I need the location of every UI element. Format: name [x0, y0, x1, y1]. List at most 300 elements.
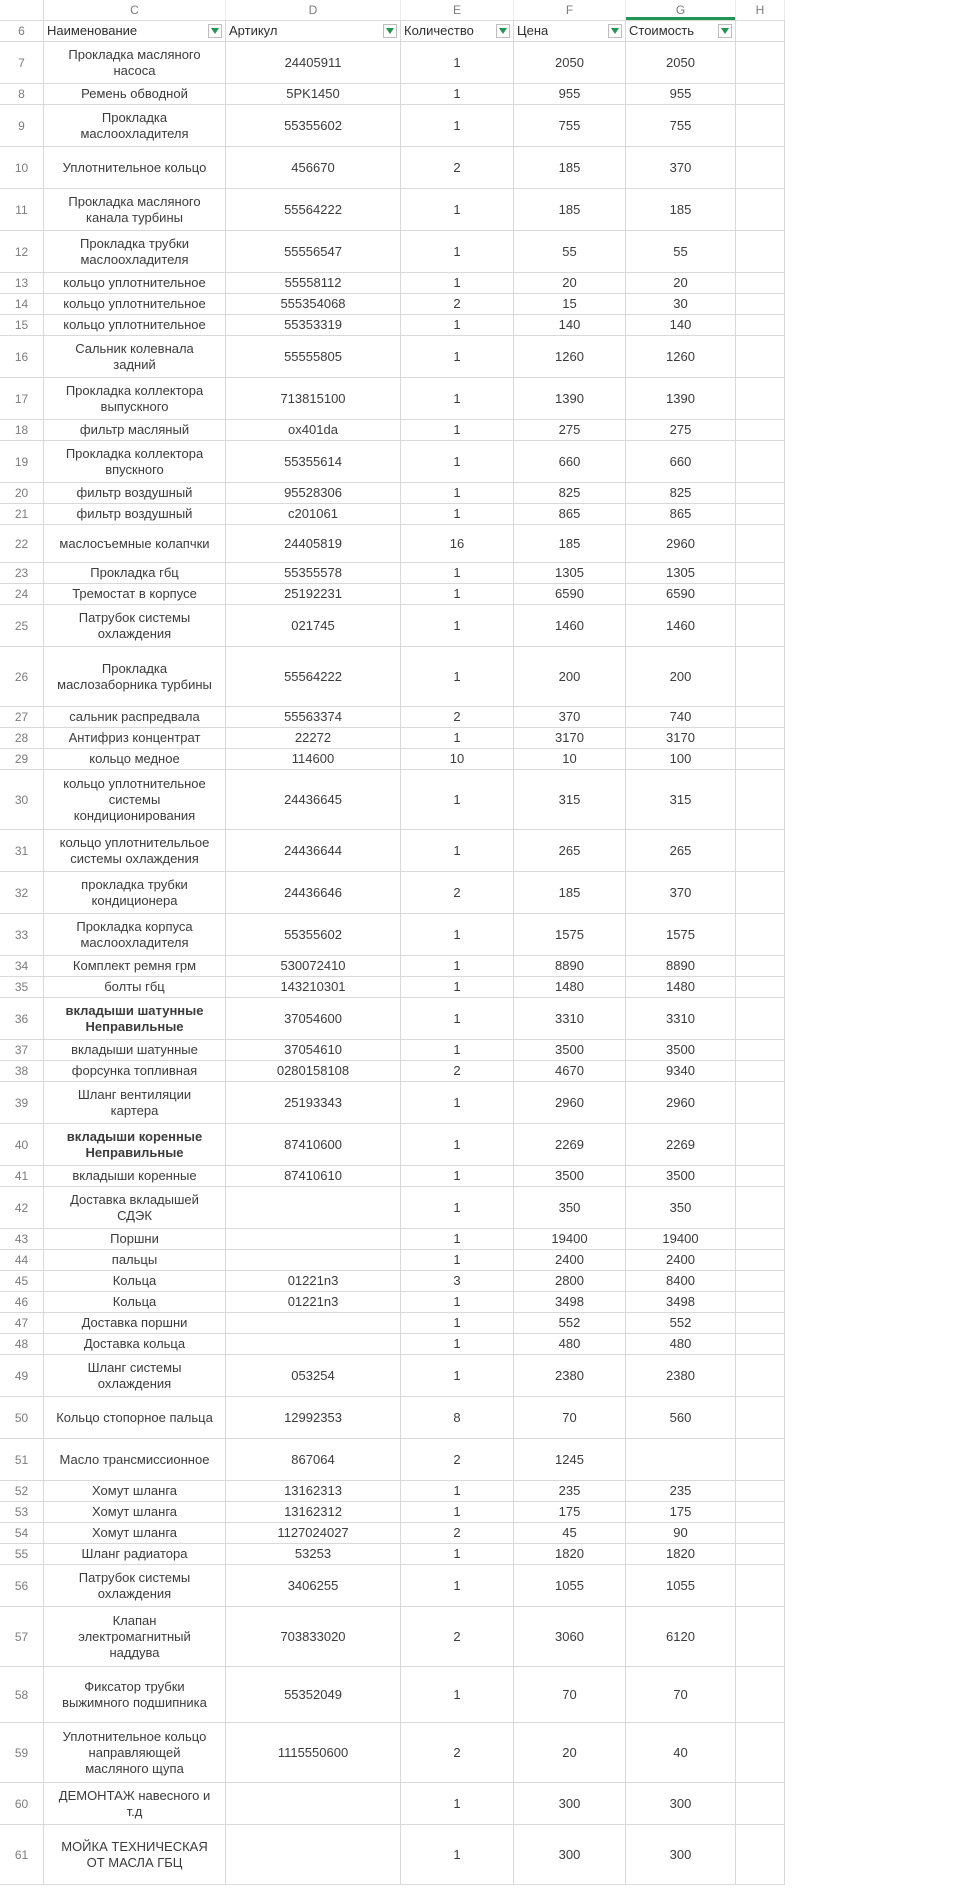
cell-quantity[interactable]: 1 — [401, 1825, 514, 1885]
cell-total[interactable]: 552 — [626, 1313, 736, 1334]
row-number[interactable]: 6 — [0, 21, 44, 42]
cell-name[interactable]: Клапан электромагнитный наддува — [44, 1607, 226, 1667]
cell-total[interactable]: 200 — [626, 647, 736, 707]
cell-h-empty[interactable] — [736, 378, 785, 420]
cell-total[interactable]: 265 — [626, 830, 736, 872]
cell-name[interactable]: фильтр воздушный — [44, 504, 226, 525]
cell-total[interactable]: 1480 — [626, 977, 736, 998]
cell-quantity[interactable]: 2 — [401, 707, 514, 728]
cell-article[interactable]: 55355602 — [226, 914, 401, 956]
cell-name[interactable]: Антифриз концентрат — [44, 728, 226, 749]
cell-article[interactable]: c201061 — [226, 504, 401, 525]
row-number[interactable]: 23 — [0, 563, 44, 584]
row-number[interactable]: 26 — [0, 647, 44, 707]
cell-article[interactable]: 053254 — [226, 1355, 401, 1397]
cell-h-empty[interactable] — [736, 1439, 785, 1481]
cell-name[interactable]: болты гбц — [44, 977, 226, 998]
cell-quantity[interactable]: 1 — [401, 441, 514, 483]
cell-total[interactable]: 1460 — [626, 605, 736, 647]
cell-price[interactable]: 1460 — [514, 605, 626, 647]
cell-price[interactable]: 1055 — [514, 1565, 626, 1607]
cell-total[interactable]: 370 — [626, 147, 736, 189]
cell-name[interactable]: Сальник колевнала задний — [44, 336, 226, 378]
row-number[interactable]: 53 — [0, 1502, 44, 1523]
cell-article[interactable]: 867064 — [226, 1439, 401, 1481]
cell-name[interactable]: Кольцо стопорное пальца — [44, 1397, 226, 1439]
cell-total[interactable]: 40 — [626, 1723, 736, 1783]
cell-h-empty[interactable] — [736, 1313, 785, 1334]
cell-price[interactable]: 1480 — [514, 977, 626, 998]
cell-name[interactable]: Фиксатор трубки выжимного подшипника — [44, 1667, 226, 1723]
cell-total[interactable]: 755 — [626, 105, 736, 147]
row-number[interactable]: 15 — [0, 315, 44, 336]
cell-price[interactable]: 140 — [514, 315, 626, 336]
cell-h-empty[interactable] — [736, 1565, 785, 1607]
cell-quantity[interactable]: 1 — [401, 231, 514, 273]
cell-quantity[interactable]: 2 — [401, 294, 514, 315]
cell-h-empty[interactable] — [736, 998, 785, 1040]
cell-price[interactable]: 185 — [514, 147, 626, 189]
cell-price[interactable]: 2960 — [514, 1082, 626, 1124]
cell-name[interactable]: вкладыши коренные Неправильные — [44, 1124, 226, 1166]
cell-quantity[interactable]: 2 — [401, 147, 514, 189]
row-number[interactable]: 56 — [0, 1565, 44, 1607]
cell-quantity[interactable]: 10 — [401, 749, 514, 770]
cell-article[interactable] — [226, 1334, 401, 1355]
filter-button[interactable] — [496, 24, 510, 38]
cell-h-empty[interactable] — [736, 1124, 785, 1166]
cell-h-empty[interactable] — [736, 483, 785, 504]
cell-h-empty[interactable] — [736, 1355, 785, 1397]
row-number[interactable]: 32 — [0, 872, 44, 914]
cell-article[interactable]: 25193343 — [226, 1082, 401, 1124]
cell-h-empty[interactable] — [736, 147, 785, 189]
cell-name[interactable]: пальцы — [44, 1250, 226, 1271]
cell-name[interactable]: Прокладка маслозаборника турбины — [44, 647, 226, 707]
cell-article[interactable] — [226, 1825, 401, 1885]
cell-price[interactable]: 660 — [514, 441, 626, 483]
cell-article[interactable]: 13162313 — [226, 1481, 401, 1502]
cell-h-empty[interactable] — [736, 441, 785, 483]
filter-button[interactable] — [208, 24, 222, 38]
cell-quantity[interactable]: 1 — [401, 1229, 514, 1250]
row-number[interactable]: 54 — [0, 1523, 44, 1544]
cell-total[interactable]: 955 — [626, 84, 736, 105]
row-number[interactable]: 28 — [0, 728, 44, 749]
cell-h-empty[interactable] — [736, 728, 785, 749]
cell-price[interactable]: 175 — [514, 1502, 626, 1523]
cell-quantity[interactable]: 1 — [401, 1481, 514, 1502]
cell-article[interactable]: 5PK1450 — [226, 84, 401, 105]
row-number[interactable]: 18 — [0, 420, 44, 441]
cell-name[interactable]: Прокладка масляного насоса — [44, 42, 226, 84]
row-number[interactable]: 12 — [0, 231, 44, 273]
cell-price[interactable]: 1390 — [514, 378, 626, 420]
cell-h-empty[interactable] — [736, 872, 785, 914]
cell-price[interactable]: 300 — [514, 1783, 626, 1825]
cell-quantity[interactable]: 8 — [401, 1397, 514, 1439]
cell-name[interactable]: фильтр воздушный — [44, 483, 226, 504]
cell-h-empty[interactable] — [736, 42, 785, 84]
cell-price[interactable]: 300 — [514, 1825, 626, 1885]
cell-name[interactable]: кольцо уплотнительное — [44, 294, 226, 315]
cell-price[interactable]: 70 — [514, 1397, 626, 1439]
cell-total[interactable]: 3310 — [626, 998, 736, 1040]
row-number[interactable]: 58 — [0, 1667, 44, 1723]
cell-price[interactable]: 370 — [514, 707, 626, 728]
column-letter-c[interactable]: C — [44, 0, 226, 20]
cell-article[interactable]: 713815100 — [226, 378, 401, 420]
cell-quantity[interactable]: 2 — [401, 1523, 514, 1544]
cell-article[interactable]: 55555805 — [226, 336, 401, 378]
cell-h-empty[interactable] — [736, 1166, 785, 1187]
cell-total[interactable]: 30 — [626, 294, 736, 315]
cell-name[interactable]: Патрубок системы охлаждения — [44, 1565, 226, 1607]
cell-price[interactable]: 1245 — [514, 1439, 626, 1481]
cell-article[interactable]: 24405819 — [226, 525, 401, 563]
row-number[interactable]: 57 — [0, 1607, 44, 1667]
cell-quantity[interactable]: 1 — [401, 563, 514, 584]
cell-quantity[interactable]: 2 — [401, 1439, 514, 1481]
cell-h-empty[interactable] — [736, 830, 785, 872]
cell-quantity[interactable]: 1 — [401, 42, 514, 84]
row-number[interactable]: 33 — [0, 914, 44, 956]
cell-h-empty[interactable] — [736, 956, 785, 977]
cell-total[interactable]: 300 — [626, 1825, 736, 1885]
cell-name[interactable]: Прокладка маслоохладителя — [44, 105, 226, 147]
row-number[interactable]: 43 — [0, 1229, 44, 1250]
cell-total[interactable]: 2380 — [626, 1355, 736, 1397]
cell-quantity[interactable]: 1 — [401, 584, 514, 605]
cell-h-empty[interactable] — [736, 647, 785, 707]
header-cell-name[interactable] — [44, 21, 226, 42]
cell-total[interactable]: 100 — [626, 749, 736, 770]
cell-total[interactable]: 6590 — [626, 584, 736, 605]
cell-name[interactable]: Ремень обводной — [44, 84, 226, 105]
cell-price[interactable]: 1305 — [514, 563, 626, 584]
cell-h-empty[interactable] — [736, 525, 785, 563]
cell-price[interactable]: 3500 — [514, 1166, 626, 1187]
cell-quantity[interactable]: 1 — [401, 84, 514, 105]
cell-total[interactable]: 560 — [626, 1397, 736, 1439]
row-number[interactable]: 19 — [0, 441, 44, 483]
cell-quantity[interactable]: 1 — [401, 1334, 514, 1355]
cell-article[interactable]: 55556547 — [226, 231, 401, 273]
cell-quantity[interactable]: 1 — [401, 1040, 514, 1061]
cell-name[interactable]: Поршни — [44, 1229, 226, 1250]
cell-quantity[interactable]: 3 — [401, 1271, 514, 1292]
cell-quantity[interactable]: 1 — [401, 1502, 514, 1523]
header-cell-price[interactable] — [514, 21, 626, 42]
cell-article[interactable]: 37054600 — [226, 998, 401, 1040]
cell-name[interactable]: Шланг системы охлаждения — [44, 1355, 226, 1397]
cell-total[interactable]: 2960 — [626, 1082, 736, 1124]
cell-name[interactable]: Шланг радиатора — [44, 1544, 226, 1565]
cell-total[interactable]: 2400 — [626, 1250, 736, 1271]
cell-price[interactable]: 552 — [514, 1313, 626, 1334]
cell-article[interactable]: 143210301 — [226, 977, 401, 998]
cell-h-empty[interactable] — [736, 1607, 785, 1667]
cell-quantity[interactable]: 1 — [401, 1313, 514, 1334]
row-number[interactable]: 25 — [0, 605, 44, 647]
cell-quantity[interactable]: 1 — [401, 1565, 514, 1607]
cell-article[interactable]: 1115550600 — [226, 1723, 401, 1783]
cell-name[interactable]: вкладыши шатунные Неправильные — [44, 998, 226, 1040]
cell-h-empty[interactable] — [736, 1502, 785, 1523]
cell-h-empty[interactable] — [736, 273, 785, 294]
filter-button[interactable] — [383, 24, 397, 38]
cell-name[interactable]: прокладка трубки кондиционера — [44, 872, 226, 914]
column-letter-d[interactable]: D — [226, 0, 401, 20]
row-number[interactable]: 24 — [0, 584, 44, 605]
cell-name[interactable]: Прокладка трубки маслоохладителя — [44, 231, 226, 273]
cell-article[interactable]: 87410600 — [226, 1124, 401, 1166]
cell-quantity[interactable]: 1 — [401, 1250, 514, 1271]
cell-price[interactable]: 955 — [514, 84, 626, 105]
cell-name[interactable]: Масло трансмиссионное — [44, 1439, 226, 1481]
cell-quantity[interactable]: 1 — [401, 1355, 514, 1397]
header-cell-article[interactable] — [226, 21, 401, 42]
row-number[interactable]: 38 — [0, 1061, 44, 1082]
row-number[interactable]: 41 — [0, 1166, 44, 1187]
header-cell-total[interactable] — [626, 21, 736, 42]
cell-total[interactable]: 1305 — [626, 563, 736, 584]
cell-name[interactable]: Прокладка коллектора впускного — [44, 441, 226, 483]
cell-article[interactable]: 114600 — [226, 749, 401, 770]
row-number[interactable]: 61 — [0, 1825, 44, 1885]
cell-name[interactable]: Хомут шланга — [44, 1481, 226, 1502]
cell-quantity[interactable]: 1 — [401, 1667, 514, 1723]
cell-h-empty[interactable] — [736, 315, 785, 336]
cell-total[interactable]: 480 — [626, 1334, 736, 1355]
cell-price[interactable]: 2400 — [514, 1250, 626, 1271]
cell-quantity[interactable]: 1 — [401, 273, 514, 294]
row-number[interactable]: 17 — [0, 378, 44, 420]
cell-price[interactable]: 8890 — [514, 956, 626, 977]
cell-h-empty[interactable] — [736, 1481, 785, 1502]
cell-quantity[interactable]: 1 — [401, 420, 514, 441]
cell-name[interactable]: кольцо уплотнительльое системы охлаждения — [44, 830, 226, 872]
cell-price[interactable]: 315 — [514, 770, 626, 830]
cell-name[interactable]: Доставка кольца — [44, 1334, 226, 1355]
cell-name[interactable]: кольцо уплотнительное системы кондиционирования — [44, 770, 226, 830]
cell-article[interactable]: 01221n3 — [226, 1292, 401, 1313]
cell-price[interactable]: 235 — [514, 1481, 626, 1502]
cell-quantity[interactable]: 1 — [401, 1124, 514, 1166]
cell-article[interactable]: 1127024027 — [226, 1523, 401, 1544]
cell-quantity[interactable]: 1 — [401, 1187, 514, 1229]
cell-quantity[interactable]: 1 — [401, 647, 514, 707]
cell-total[interactable]: 1260 — [626, 336, 736, 378]
cell-price[interactable]: 70 — [514, 1667, 626, 1723]
cell-name[interactable]: кольцо уплотнительное — [44, 315, 226, 336]
cell-h-empty[interactable] — [736, 914, 785, 956]
cell-name[interactable]: Шланг вентиляции картера — [44, 1082, 226, 1124]
cell-h-empty[interactable] — [736, 707, 785, 728]
cell-quantity[interactable]: 1 — [401, 770, 514, 830]
row-number[interactable]: 50 — [0, 1397, 44, 1439]
row-number[interactable]: 29 — [0, 749, 44, 770]
cell-total[interactable]: 865 — [626, 504, 736, 525]
row-number[interactable]: 48 — [0, 1334, 44, 1355]
cell-h-empty[interactable] — [736, 1825, 785, 1885]
cell-article[interactable]: 37054610 — [226, 1040, 401, 1061]
cell-total[interactable]: 9340 — [626, 1061, 736, 1082]
cell-article[interactable]: 87410610 — [226, 1166, 401, 1187]
cell-article[interactable]: 703833020 — [226, 1607, 401, 1667]
cell-h-empty[interactable] — [736, 770, 785, 830]
cell-total[interactable]: 3498 — [626, 1292, 736, 1313]
cell-name[interactable]: кольцо медное — [44, 749, 226, 770]
cell-price[interactable]: 10 — [514, 749, 626, 770]
cell-name[interactable]: маслосъемные колапчки — [44, 525, 226, 563]
cell-price[interactable]: 480 — [514, 1334, 626, 1355]
cell-quantity[interactable]: 1 — [401, 1544, 514, 1565]
cell-total[interactable]: 275 — [626, 420, 736, 441]
cell-quantity[interactable]: 1 — [401, 1166, 514, 1187]
cell-article[interactable]: 13162312 — [226, 1502, 401, 1523]
cell-h-empty[interactable] — [736, 1292, 785, 1313]
cell-article[interactable]: 55355602 — [226, 105, 401, 147]
row-number[interactable]: 60 — [0, 1783, 44, 1825]
cell-article[interactable]: 55355578 — [226, 563, 401, 584]
cell-h-empty[interactable] — [736, 294, 785, 315]
cell-quantity[interactable]: 1 — [401, 336, 514, 378]
cell-quantity[interactable]: 1 — [401, 504, 514, 525]
cell-article[interactable]: 53253 — [226, 1544, 401, 1565]
cell-article[interactable]: 22272 — [226, 728, 401, 749]
cell-name[interactable]: Уплотнительное кольцо — [44, 147, 226, 189]
cell-name[interactable]: вкладыши коренные — [44, 1166, 226, 1187]
cell-price[interactable]: 755 — [514, 105, 626, 147]
cell-h-empty[interactable] — [736, 1061, 785, 1082]
cell-h-empty[interactable] — [736, 1783, 785, 1825]
cell-name[interactable]: ДЕМОНТАЖ навесного и т.д — [44, 1783, 226, 1825]
row-number[interactable]: 22 — [0, 525, 44, 563]
cell-article[interactable]: 55563374 — [226, 707, 401, 728]
row-number[interactable]: 40 — [0, 1124, 44, 1166]
cell-h-empty[interactable] — [736, 605, 785, 647]
cell-price[interactable]: 15 — [514, 294, 626, 315]
cell-total[interactable]: 3500 — [626, 1040, 736, 1061]
cell-quantity[interactable]: 1 — [401, 378, 514, 420]
cell-total[interactable]: 19400 — [626, 1229, 736, 1250]
cell-total[interactable]: 300 — [626, 1783, 736, 1825]
cell-quantity[interactable]: 2 — [401, 1061, 514, 1082]
cell-article[interactable]: 3406255 — [226, 1565, 401, 1607]
row-number[interactable]: 9 — [0, 105, 44, 147]
cell-name[interactable]: Уплотнительное кольцо направляющей масляного щупа — [44, 1723, 226, 1783]
cell-h-empty[interactable] — [736, 336, 785, 378]
row-number[interactable]: 31 — [0, 830, 44, 872]
cell-quantity[interactable]: 1 — [401, 977, 514, 998]
cell-price[interactable]: 2269 — [514, 1124, 626, 1166]
column-letter-f[interactable]: F — [514, 0, 626, 20]
cell-total[interactable]: 370 — [626, 872, 736, 914]
cell-quantity[interactable]: 1 — [401, 1292, 514, 1313]
cell-name[interactable]: Доставка поршни — [44, 1313, 226, 1334]
cell-h-empty[interactable] — [736, 1334, 785, 1355]
cell-article[interactable]: 24436645 — [226, 770, 401, 830]
cell-total[interactable]: 2050 — [626, 42, 736, 84]
cell-h-empty[interactable] — [736, 584, 785, 605]
cell-h-empty[interactable] — [736, 420, 785, 441]
cell-quantity[interactable]: 1 — [401, 956, 514, 977]
row-number[interactable]: 16 — [0, 336, 44, 378]
cell-article[interactable]: 95528306 — [226, 483, 401, 504]
cell-price[interactable]: 275 — [514, 420, 626, 441]
cell-total[interactable]: 825 — [626, 483, 736, 504]
cell-price[interactable]: 20 — [514, 1723, 626, 1783]
cell-price[interactable]: 185 — [514, 525, 626, 563]
row-number[interactable]: 45 — [0, 1271, 44, 1292]
cell-price[interactable]: 865 — [514, 504, 626, 525]
cell-total[interactable]: 20 — [626, 273, 736, 294]
cell-h-empty[interactable] — [736, 1082, 785, 1124]
cell-name[interactable]: фильтр масляный — [44, 420, 226, 441]
cell-total[interactable]: 8400 — [626, 1271, 736, 1292]
cell-name[interactable]: Кольца — [44, 1292, 226, 1313]
cell-article[interactable]: 530072410 — [226, 956, 401, 977]
cell-price[interactable]: 3060 — [514, 1607, 626, 1667]
cell-quantity[interactable]: 16 — [401, 525, 514, 563]
cell-price[interactable]: 2800 — [514, 1271, 626, 1292]
cell-h-empty[interactable] — [736, 1271, 785, 1292]
cell-total[interactable]: 2960 — [626, 525, 736, 563]
cell-price[interactable]: 45 — [514, 1523, 626, 1544]
row-number[interactable]: 30 — [0, 770, 44, 830]
cell-total[interactable]: 70 — [626, 1667, 736, 1723]
cell-total[interactable]: 3170 — [626, 728, 736, 749]
cell-article[interactable]: 12992353 — [226, 1397, 401, 1439]
cell-h-empty[interactable] — [736, 189, 785, 231]
cell-price[interactable]: 1260 — [514, 336, 626, 378]
cell-quantity[interactable]: 1 — [401, 483, 514, 504]
cell-article[interactable]: 555354068 — [226, 294, 401, 315]
cell-total[interactable]: 6120 — [626, 1607, 736, 1667]
row-number[interactable]: 11 — [0, 189, 44, 231]
cell-article[interactable]: ox401da — [226, 420, 401, 441]
cell-quantity[interactable]: 1 — [401, 189, 514, 231]
cell-price[interactable]: 4670 — [514, 1061, 626, 1082]
row-number[interactable]: 36 — [0, 998, 44, 1040]
cell-quantity[interactable]: 1 — [401, 914, 514, 956]
cell-total[interactable]: 1820 — [626, 1544, 736, 1565]
cell-total[interactable]: 740 — [626, 707, 736, 728]
cell-name[interactable]: кольцо уплотнительное — [44, 273, 226, 294]
cell-h-empty[interactable] — [736, 84, 785, 105]
cell-article[interactable]: 55564222 — [226, 647, 401, 707]
cell-quantity[interactable]: 1 — [401, 728, 514, 749]
cell-h-empty[interactable] — [736, 105, 785, 147]
cell-h-empty[interactable] — [736, 977, 785, 998]
cell-total[interactable]: 1390 — [626, 378, 736, 420]
row-number[interactable]: 37 — [0, 1040, 44, 1061]
cell-total[interactable]: 55 — [626, 231, 736, 273]
cell-name[interactable]: Тремостат в корпусе — [44, 584, 226, 605]
cell-h-empty[interactable] — [736, 1544, 785, 1565]
cell-article[interactable]: 24405911 — [226, 42, 401, 84]
cell-name[interactable]: Патрубок системы охлаждения — [44, 605, 226, 647]
cell-total[interactable]: 175 — [626, 1502, 736, 1523]
row-number[interactable]: 20 — [0, 483, 44, 504]
cell-price[interactable]: 2050 — [514, 42, 626, 84]
cell-h-empty[interactable] — [736, 231, 785, 273]
cell-name[interactable]: Прокладка масляного канала турбины — [44, 189, 226, 231]
cell-price[interactable]: 55 — [514, 231, 626, 273]
cell-total[interactable]: 8890 — [626, 956, 736, 977]
cell-article[interactable]: 55564222 — [226, 189, 401, 231]
